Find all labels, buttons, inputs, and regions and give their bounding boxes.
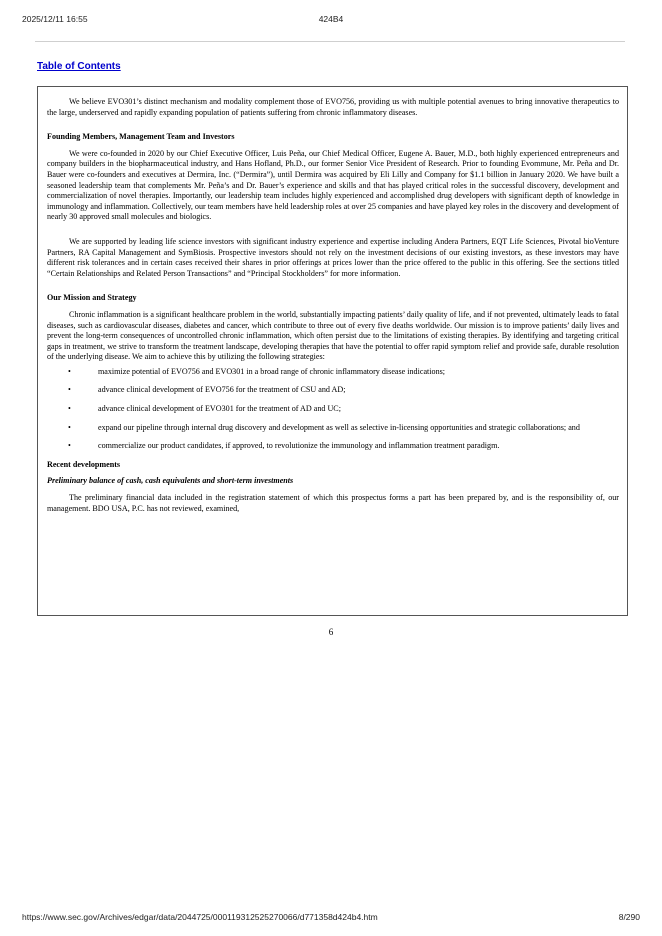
founding-paragraph-1: We were co-founded in 2020 by our Chief Executive Officer, Luis Peña, our Chief Medical Officer, Eugene A. Bauer, M.D., both highly experienced entrepreneurs and company builders in the biopharmaceutical industry, and Hans Hofland, Ph.D., our former Senior Vice President of Research. Prior to founding Evommune, Mr. Peña and Dr. Bauer were co-founders and executives at Dermira, Inc. (“Dermira”), until Dermira was acquired by Eli Lilly and Company for $1.1 billion in January 2020. We have built a seasoned leadership team that complements Mr. Peña’s and Dr. Bauer’s experience and skills and that has played critical roles in the successful discovery, development and commercialization of novel therapies. Importantly, our leadership team includes highly experienced and accomplished drug developers with significant depth of knowledge in immunology and inflammation. Collectively, our team members have held leadership roles at over 25 companies and have played key roles in the discovery and development of nearly 30 approved small molecules and biologics.: [47, 148, 619, 222]
document-id: 424B4: [318, 14, 344, 24]
source-url: https://www.sec.gov/Archives/edgar/data/2044725/000119312525270066/d771358d424b4.htm: [22, 912, 378, 922]
bullet-marker: •: [68, 366, 71, 376]
strategy-text: commercialize our product candidates, if approved, to revolutionize the immunology and inflammation treatment paradigm.: [98, 441, 500, 451]
page-number: 6: [328, 627, 334, 637]
print-datetime: 2025/12/11 16:55: [22, 14, 88, 24]
bullet-marker: •: [68, 422, 71, 432]
strategy-text: maximize potential of EVO756 and EVO301 in a broad range of chronic inflammatory disease indications;: [98, 366, 446, 376]
list-item: [47, 423, 619, 434]
bullet-marker: •: [68, 404, 71, 414]
prospectus-content-box: [37, 86, 628, 616]
strategy-text: advance clinical development of EVO301 for the treatment of AD and UC;: [98, 404, 341, 414]
list-item: [47, 367, 619, 378]
table-of-contents-link[interactable]: Table of Contents: [37, 61, 121, 72]
strategy-list: [47, 367, 619, 452]
list-item: [47, 385, 619, 396]
founding-heading: Founding Members, Management Team and Investors: [47, 132, 235, 142]
preliminary-balance-subheading: Preliminary balance of cash, cash equivalents and short-term investments: [47, 476, 294, 486]
page-count: 8/290: [618, 912, 640, 922]
strategy-text: expand our pipeline through internal drug discovery and development as well as selective in-licensing opportunities and strategic collaborations; and: [98, 422, 580, 432]
recent-paragraph: The preliminary financial data included in the registration statement of which this prospectus forms a part has been prepared by, and is the responsibility of, our management. BDO USA, P.C. has not reviewed, examined,: [47, 493, 619, 513]
strategy-text: advance clinical development of EVO756 for the treatment of CSU and AD;: [98, 385, 346, 395]
bullet-marker: •: [68, 385, 71, 395]
header-divider: [35, 41, 625, 42]
mission-heading: Our Mission and Strategy: [47, 293, 137, 303]
founding-paragraph-2: We are supported by leading life science investors with significant industry experience and expertise including Andera Partners, EQT Life Sciences, Pivotal bioVenture Partners, RA Capital Management and SymBiosis. Prospective investors should not rely on the investment decisions of our existing investors, as these investors may have different risk tolerances and in certain cases received their shares in prior offerings at prices lower than the price offered to the public in this offering. See the sections titled “Certain Relationships and Related Person Transactions” and “Principal Stockholders” for more information.: [47, 236, 619, 278]
mission-paragraph: Chronic inflammation is a significant healthcare problem in the world, substantially impacting patients’ daily quality of life, and if not prevented, ultimately leads to fatal diseases, such as cardiovascular diseases, diabetes and cancer, which contribute to three out of every five deaths worldwide. Our mission is to improve patients’ daily lives and prevent the long-term consequences of uncontrolled chronic inflammation, which often persist due to the limitations of existing therapies. By identifying and targeting critical gaps in treatment, we strive to transform the treatment landscape, developing therapies that have the potential to offer rapid symptom relief and provide safe, durable resolution of the underlying disease. We aim to achieve this by utilizing the following strategies:: [47, 309, 619, 362]
recent-developments-heading: Recent developments: [47, 459, 121, 469]
list-item: [47, 441, 619, 452]
bullet-marker: •: [68, 441, 71, 451]
intro-paragraph: We believe EVO301’s distinct mechanism and modality complement those of EVO756, providing us with multiple potential avenues to bring innovative therapeutics to the large, underserved and rapidly expanding population of patients suffering from chronic inflammatory diseases.: [47, 97, 619, 117]
list-item: [47, 404, 619, 415]
